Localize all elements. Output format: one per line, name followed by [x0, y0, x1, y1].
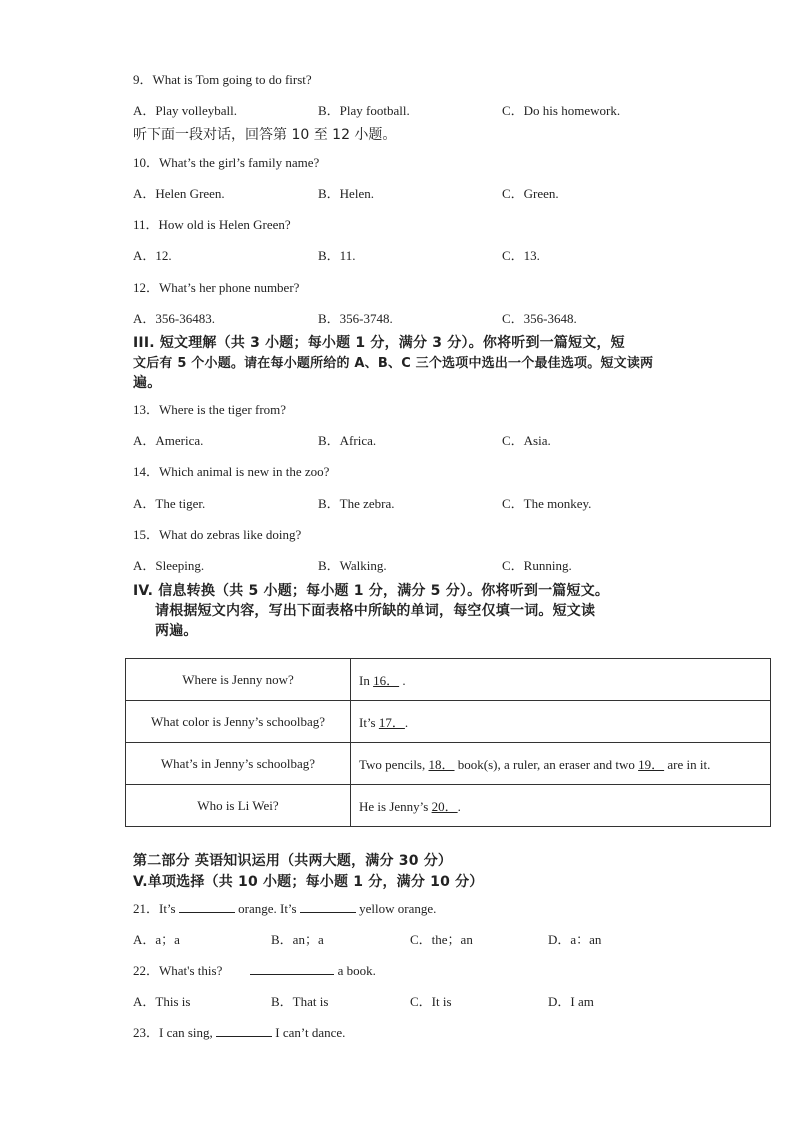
q12-option-c: C．356-3648. — [502, 311, 577, 326]
question-22 — [133, 960, 376, 979]
q22-text: 22．What's this? — [133, 963, 223, 978]
answer-text: It’s — [359, 715, 379, 730]
q14-option-a: A．The tiger. — [133, 496, 206, 511]
q23-text: I can’t dance. — [272, 1025, 346, 1040]
q21-text: yellow orange. — [355, 901, 437, 916]
q13-option-b: B．Africa. — [318, 433, 377, 448]
section-3-heading-line2: 文后有 5 个小题。请在每小题所给的 A、B、C 三个选项中选出一个最佳选项。短文读两 — [133, 356, 654, 371]
q22-option-a: A．This is — [133, 994, 191, 1009]
section-3-heading-line1: III. 短文理解（共 3 小题；每小题 1 分，满分 3 分）。你将听到一篇短文，短 — [133, 335, 625, 351]
table-answer-cell — [351, 701, 771, 743]
q15-option-b: B．Walking. — [318, 558, 387, 573]
q12-option-b: B．356-3748. — [318, 311, 393, 326]
table-question-cell: Where is Jenny now? — [126, 659, 351, 701]
blank-18: 18． — [428, 757, 455, 772]
answer-text: . — [399, 673, 406, 688]
q9-option-c: C．Do his homework. — [502, 103, 621, 118]
q22-blank — [250, 963, 334, 975]
answer-text: He is Jenny’s — [359, 799, 432, 814]
table-question-cell: What’s in Jenny’s schoolbag? — [126, 743, 351, 785]
part-2-title: 第二部分 英语知识运用（共两大题，满分 30 分） — [133, 853, 453, 869]
info-transfer-table — [125, 658, 771, 827]
q9-option-b: B．Play football. — [318, 103, 410, 118]
q9-option-a: A．Play volleyball. — [133, 103, 237, 118]
table-answer-cell — [351, 785, 771, 827]
q21-blank-1 — [179, 901, 235, 913]
answer-text: In — [359, 673, 374, 688]
q21-text: 21．It’s — [133, 901, 179, 916]
table-question-cell: Who is Li Wei? — [126, 785, 351, 827]
blank-20: 20． — [431, 799, 458, 814]
q14-option-b: B．The zebra. — [318, 496, 395, 511]
question-10: 10．What’s the girl’s family name? — [133, 155, 320, 170]
table-row — [126, 701, 771, 743]
q21-text: orange. It’s — [234, 901, 300, 916]
listen-note: 听下面一段对话，回答第 10 至 12 小题。 — [133, 127, 397, 143]
section-4-heading-line3: 两遍。 — [155, 623, 198, 639]
q10-option-c: C．Green. — [502, 186, 559, 201]
section-5-heading: V.单项选择（共 10 小题；每小题 1 分，满分 10 分） — [133, 874, 484, 890]
table-row — [126, 785, 771, 827]
q23-blank — [216, 1025, 272, 1037]
answer-text: . — [404, 715, 409, 730]
section-3-heading-line3: 遍。 — [133, 375, 162, 391]
question-23 — [133, 1022, 345, 1041]
question-13: 13．Where is the tiger from? — [133, 402, 287, 417]
section-4-heading-line2: 请根据短文内容，写出下面表格中所缺的单词，每空仅填一词。短文读 — [155, 603, 596, 619]
table-answer-cell — [351, 743, 771, 785]
question-12: 12．What’s her phone number? — [133, 280, 300, 295]
q10-option-a: A．Helen Green. — [133, 186, 225, 201]
q22-option-c: C．It is — [410, 994, 452, 1009]
q22-option-b: B．That is — [271, 994, 329, 1009]
answer-text: are in it. — [664, 757, 711, 772]
answer-text: book(s), a ruler, an eraser and two — [454, 757, 639, 772]
q21-blank-2 — [300, 901, 356, 913]
q11-option-a: A．12. — [133, 248, 172, 263]
q12-option-a: A．356-36483. — [133, 311, 215, 326]
q21-option-a: A．a；a — [133, 932, 180, 947]
q22-option-d: D．I am — [548, 994, 594, 1009]
table-answer-cell — [351, 659, 771, 701]
q23-text: 23．I can sing, — [133, 1025, 217, 1040]
answer-text: . — [457, 799, 461, 814]
q15-option-a: A．Sleeping. — [133, 558, 205, 573]
q11-option-b: B．11. — [318, 248, 356, 263]
table-row — [126, 743, 771, 785]
answer-text: Two pencils, — [359, 757, 429, 772]
q21-option-c: C．the；an — [410, 932, 473, 947]
section-4-heading-line1: IV. 信息转换（共 5 小题；每小题 1 分，满分 5 分）。你将听到一篇短文。 — [133, 583, 610, 599]
q10-option-b: B．Helen. — [318, 186, 374, 201]
q22-text: a book. — [334, 963, 376, 978]
question-21 — [133, 898, 436, 917]
blank-16: 16． — [373, 673, 400, 688]
question-14: 14．Which animal is new in the zoo? — [133, 464, 330, 479]
question-11: 11．How old is Helen Green? — [133, 217, 291, 232]
table-question-cell: What color is Jenny’s schoolbag? — [126, 701, 351, 743]
question-9: 9．What is Tom going to do first? — [133, 72, 312, 87]
q14-option-c: C．The monkey. — [502, 496, 592, 511]
q21-option-b: B．an；a — [271, 932, 324, 947]
q13-option-a: A．America. — [133, 433, 204, 448]
blank-17: 17． — [378, 715, 405, 730]
q21-option-d: D．a：an — [548, 932, 602, 947]
q15-option-c: C．Running. — [502, 558, 572, 573]
blank-19: 19． — [638, 757, 665, 772]
table-row — [126, 659, 771, 701]
question-15: 15．What do zebras like doing? — [133, 527, 302, 542]
q13-option-c: C．Asia. — [502, 433, 551, 448]
q11-option-c: C．13. — [502, 248, 540, 263]
